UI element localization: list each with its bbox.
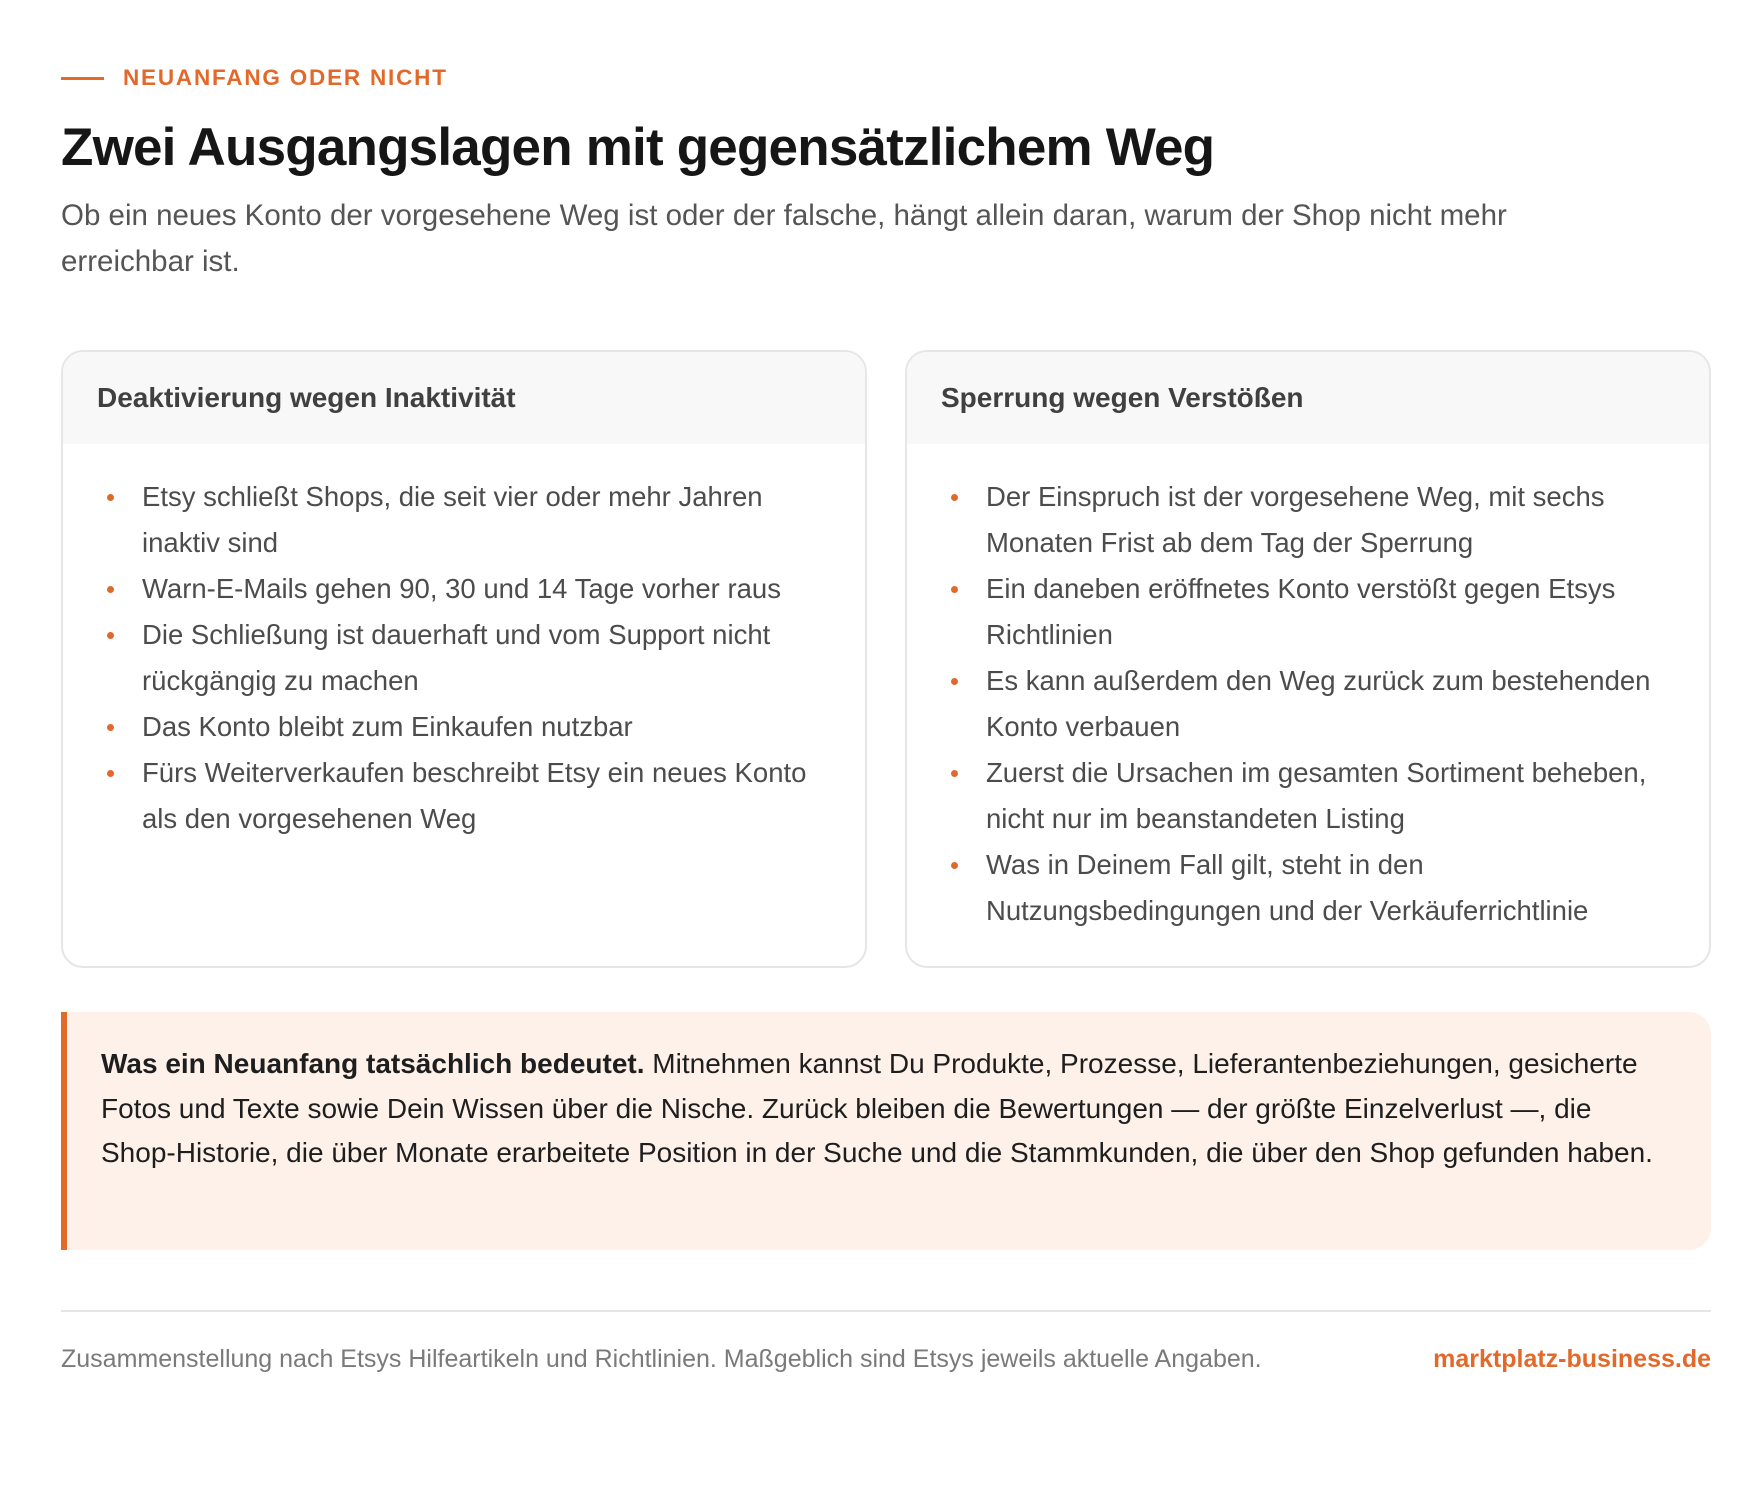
comparison-cards [61,350,1711,968]
card-header [907,352,1709,444]
list-item: Fürs Weiterverkaufen beschreibt Etsy ein neues Konto als den vorgesehenen Weg [107,750,835,842]
card-title: Sperrung wegen Verstößen [941,382,1304,413]
card-bullet-list [907,444,1709,934]
card-title: Deaktivierung wegen Inaktivität [97,382,516,413]
card-header [63,352,865,444]
page-title: Zwei Ausgangslagen mit gegensätzlichem Weg [61,118,1215,177]
card-deactivation [61,350,867,968]
callout-box [61,1012,1711,1250]
list-item: Zuerst die Ursachen im gesamten Sortiment beheben, nicht nur im beanstandeten Listing [951,750,1679,842]
eyebrow-label: NEUANFANG ODER NICHT [123,65,448,90]
footer-brand: marktplatz-business.de [1433,1345,1711,1373]
page-subtitle: Ob ein neues Konto der vorgesehene Weg ist oder der falsche, hängt allein daran, warum der Shop nicht mehr erreichbar ist. [61,199,1507,278]
callout-body: Mitnehmen kannst Du Produkte, Prozesse, Lieferantenbeziehungen, gesicherte Fotos und Texte sowie Dein Wissen über die Nische. Zurück bleiben die Bewertungen — der größte Einzelverlust —, die Shop-Historie, die über Monate erarbeitete Position in der Suche und die Stammkunden, die über den Shop gefunden haben. [101,1048,1653,1168]
list-item: Was in Deinem Fall gilt, steht in den Nutzungsbedingungen und der Verkäuferrichtlinie [951,842,1679,934]
list-item: Das Konto bleibt zum Einkaufen nutzbar [107,704,835,750]
list-item: Es kann außerdem den Weg zurück zum bestehenden Konto verbauen [951,658,1679,750]
callout-lead: Was ein Neuanfang tatsächlich bedeutet. [101,1048,645,1079]
footer-divider [61,1310,1711,1312]
list-item: Die Schließung ist dauerhaft und vom Support nicht rückgängig zu machen [107,612,835,704]
eyebrow-accent-line [61,77,104,80]
callout-text [101,1042,1671,1176]
list-item: Der Einspruch ist der vorgesehene Weg, mit sechs Monaten Frist ab dem Tag der Sperrung [951,474,1679,566]
list-item: Ein daneben eröffnetes Konto verstößt gegen Etsys Richtlinien [951,566,1679,658]
card-bullet-list [63,444,865,842]
list-item: Etsy schließt Shops, die seit vier oder mehr Jahren inaktiv sind [107,474,835,566]
list-item: Warn-E-Mails gehen 90, 30 und 14 Tage vorher raus [107,566,835,612]
card-suspension [905,350,1711,968]
eyebrow [61,64,448,92]
footer-source-note: Zusammenstellung nach Etsys Hilfeartikeln und Richtlinien. Maßgeblich sind Etsys jeweils aktuelle Angaben. [61,1345,1262,1373]
